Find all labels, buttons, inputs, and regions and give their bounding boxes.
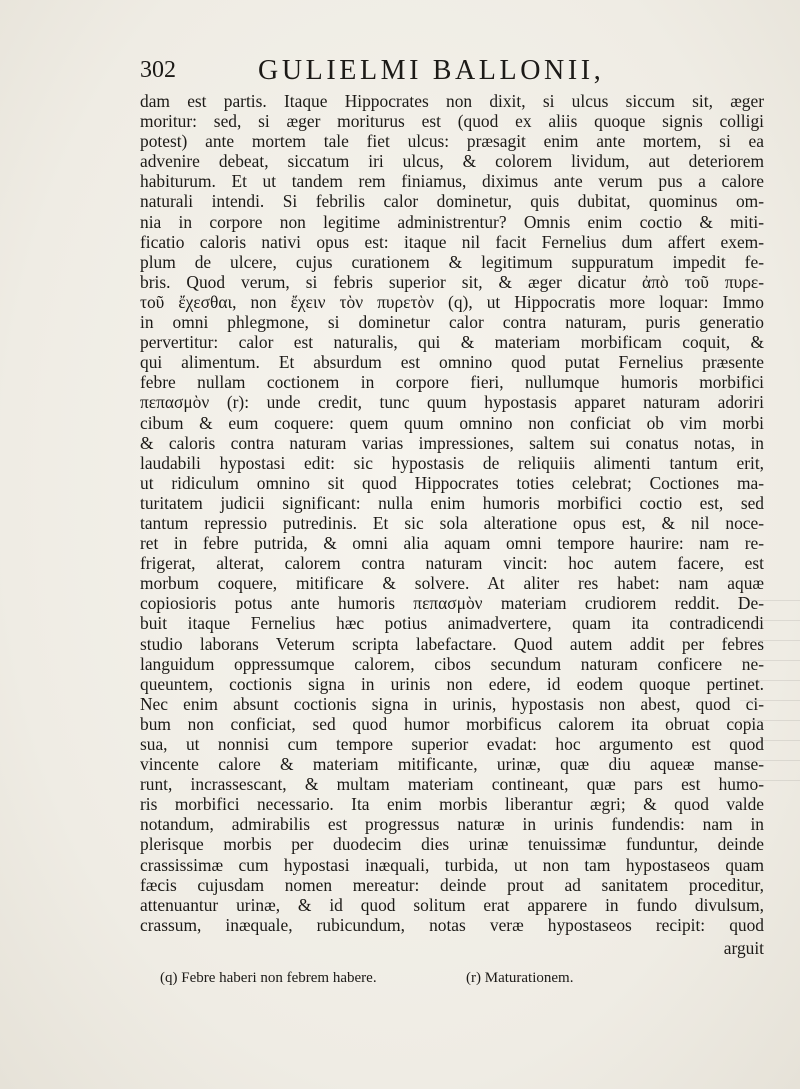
running-title: GULIELMI BALLONII, <box>258 55 605 86</box>
text-line: Nec enim absunt coctionis signa in urinis, hypostasis non abest, quod ci- <box>140 693 764 714</box>
text-line: crassissimæ cum hypostasi inæquali, turbida, ut non tam hypostaseos quam <box>140 854 764 875</box>
text-line: febre nullam coctionem in corpore fieri, nullumque humoris morbifici <box>140 372 764 393</box>
text-line: in omni phlegmone, si dominetur calor contra naturam, puris generatio <box>140 312 764 333</box>
text-line: buit itaque Fernelius hæc potius animadvertere, quam ita contradicendi <box>140 613 764 634</box>
page-number: 302 <box>140 57 176 83</box>
text-line: ut ridiculum omnino sit quod Hippocrates toties celebrat; Coctiones ma- <box>140 472 764 493</box>
text-line: turitatem judicii significant: nulla enim humoris morbifici coctio est, sed <box>140 492 764 513</box>
text-line: copiosioris potus ante humoris πεπασμὸν materiam crudiorem reddit. De- <box>140 593 764 614</box>
text-line: morbum coquere, mitificare & solvere. At aliter res habet: nam aquæ <box>140 573 764 594</box>
text-line: plum de ulcere, cujus curationem & legitimum suppuratum impedit fe- <box>140 251 764 272</box>
text-line: cibum & eum coquere: quem quum omnino non conficiat ob vim morbi <box>140 412 764 433</box>
text-line: tantum repressio putredinis. Et sic sola alteratione opus est, & nil noce- <box>140 512 764 533</box>
text-line: qui alimentum. Et absurdum est omnino quod putat Fernelius præsente <box>140 352 764 373</box>
text-line: runt, incrassescant, & multam materiam contineant, quæ pars est humo- <box>140 774 764 795</box>
show-through-texture <box>740 600 800 800</box>
text-line: moritur: sed, si æger moriturus est (quod ex aliis quoque signis colligi <box>140 111 764 132</box>
text-line: plerisque morbis per duodecim dies urinæ tenuissimæ funduntur, deinde <box>140 834 764 855</box>
catchword: arguit <box>723 938 764 958</box>
text-line: studio laborans Veterum scripta labefactare. Quod autem addit per febres <box>140 633 764 654</box>
text-line: πεπασμὸν (r): unde credit, tunc quum hypostasis apparet naturam adoriri <box>140 392 764 413</box>
text-line: naturali intendi. Si febrilis calor dominetur, quis dubitat, quominus om- <box>140 191 764 212</box>
text-line: habiturum. Et ut tandem rem finiamus, diximus ante verum pus a calore <box>140 171 764 192</box>
text-line: fæcis cujusdam nomen mereatur: deinde prout ad sanitatem proceditur, <box>140 874 764 895</box>
text-line: nia in corpore non legitime administrentur? Omnis enim coctio & miti- <box>140 211 764 232</box>
text-line: notandum, admirabilis est progressus naturæ in urinis fundendis: nam in <box>140 814 764 835</box>
text-line: crassum, inæquale, rubicundum, notas veræ hypostaseos recipit: quod <box>140 914 764 935</box>
page-header <box>140 55 660 95</box>
text-line: languidum oppressumque calorem, cibos secundum naturam conficere ne- <box>140 653 764 674</box>
text-line: frigerat, alterat, calorem contra naturam vincit: hoc autem facere, est <box>140 553 764 574</box>
text-line: bum non conficiat, sed quod humor morbificus calorem ita obruat copia <box>140 713 764 734</box>
text-line: queuntem, coctionis signa in urinis non edere, id eodem quoque pertinet. <box>140 673 764 694</box>
text-line: ret in febre putrida, & omni alia aquam omni tempore haurire: nam re- <box>140 533 764 554</box>
text-line: sua, ut nonnisi cum tempore superior evadat: hoc argumento est quod <box>140 734 764 754</box>
text-line: ris morbifici necessario. Ita enim morbis liberantur ægri; & quod valde <box>140 794 764 815</box>
footnotes <box>160 970 600 992</box>
footnote-r: (r) Maturationem. <box>466 970 574 986</box>
text-line: bris. Quod verum, si febris superior sit, & æger dicatur ἀπὸ τοῦ πυρε- <box>140 271 764 292</box>
footnote-q: (q) Febre haberi non febrem habere. <box>160 970 377 986</box>
text-line: ficatio caloris nativi opus est: itaque nil facit Fernelius dum affert exem- <box>140 231 764 252</box>
text-line: advenire debeat, siccatum iri ulcus, & colorem lividum, aut deteriorem <box>140 151 764 172</box>
text-line: potest) ante mortem tale fiet ulcus: præsagit enim ante mortem, si ea <box>140 131 764 152</box>
text-line: pervertitur: calor est naturalis, qui & materiam morbificam coquit, & <box>140 332 764 353</box>
body-text <box>140 91 764 935</box>
text-line: dam est partis. Itaque Hippocrates non dixit, si ulcus siccum sit, æger <box>140 91 764 111</box>
text-line: laudabili hypostasi edit: sic hypostasis de reliquiis alimenti tantum erit, <box>140 452 764 473</box>
text-line: τοῦ ἔχεσθαι, non ἔχειν τὸν πυρετὸν (q), ut Hippocratis more loquar: Immo <box>140 291 764 312</box>
text-line: & caloris contra naturam varias impressiones, saltem sui conatus notas, in <box>140 432 764 453</box>
text-line: attenuantur urinæ, & id quod solitum erat apparere in fundo divulsum, <box>140 894 764 915</box>
text-line: vincente calore & materiam mitificante, urinæ, quæ diu aqueæ manse- <box>140 754 764 775</box>
